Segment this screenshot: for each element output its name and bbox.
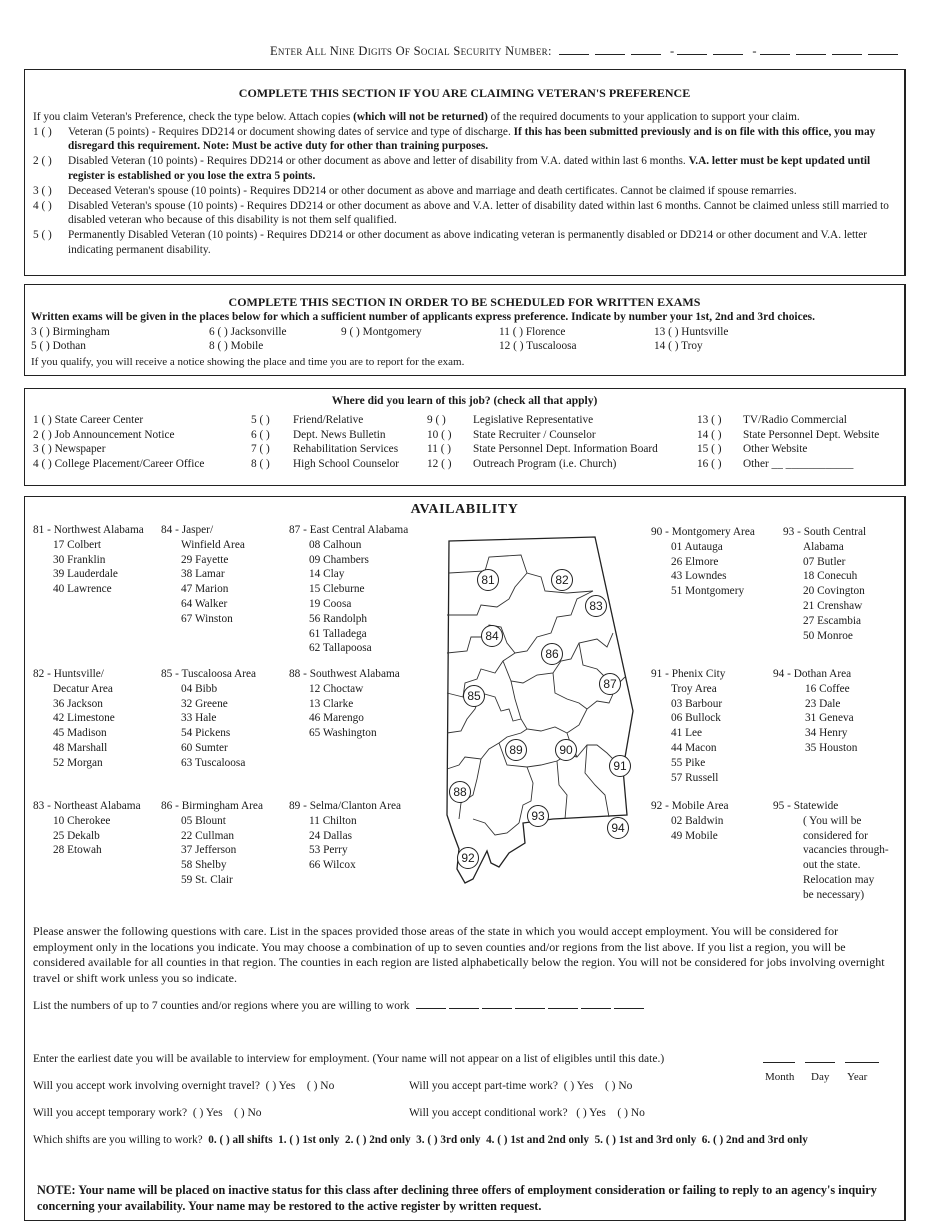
exam-place-option[interactable]: 3 ( ) Birmingham	[31, 325, 110, 338]
job-source-option[interactable]: 11 ( ) State Personnel Dept. Information Board	[427, 443, 658, 456]
region-82: 82 - Huntsville/ Decatur Area 36 Jackson 42 Limestone 45 Madison 48 Marshall 52 Morgan	[33, 668, 115, 769]
region-90: 90 - Montgomery Area 01 Autauga 26 Elmore 43 Lowndes 51 Montgomery	[651, 526, 755, 598]
region-94: 94 - Dothan Area 16 Coffee 23 Dale 31 Geneva 34 Henry 35 Houston	[773, 668, 858, 754]
exam-place-option[interactable]: 14 ( ) Troy	[654, 339, 703, 352]
exam-places	[31, 325, 898, 355]
map-region-82-label: 82	[551, 569, 573, 591]
interview-date-question: Enter the earliest date you will be available to interview for employment. (Your name will not appear on a list of eligibles until this date.)	[33, 1053, 665, 1065]
inactive-status-note: NOTE: Your name will be placed on inactive status for this class after declining three offers of employment consideration or failing to reply to an agency's inquiry concerning your availability. Your name may be restored to the active register by written request.	[37, 1183, 877, 1213]
map-region-90-label: 90	[555, 739, 577, 761]
region-91: 91 - Phenix City Troy Area 03 Barbour 06 Bullock 41 Lee 44 Macon 55 Pike 57 Russell	[651, 668, 726, 784]
exam-place-option[interactable]: 11 ( ) Florence	[499, 325, 566, 338]
exams-footer: If you qualify, you will receive a notice showing the place and time you are to report for the exam.	[31, 355, 465, 368]
temporary-work-question[interactable]: Will you accept temporary work? ( ) Yes ( ) No	[33, 1107, 262, 1119]
region-85: 85 - Tuscaloosa Area 04 Bibb 32 Greene 33 Hale 54 Pickens 60 Sumter 63 Tuscaloosa	[161, 668, 257, 769]
map-region-87-label: 87	[599, 673, 621, 695]
job-source-option[interactable]: 16 ( ) Other __ ____________	[697, 458, 854, 471]
veteran-option[interactable]: 2 ( ) Disabled Veteran (10 points) - Requires DD214 or other document as above and letter of disability from V.A. dated within last 6 months. V.A. letter must be kept updated until register is established or you lose the extra 5 points.	[33, 155, 871, 182]
veteran-option[interactable]: 5 ( ) Permanently Disabled Veteran (10 points) - Requires DD214 or other document as above indicating veteran is permanently disabled or DD214 or other document and V.A. letter indicating permanent disability.	[33, 229, 868, 256]
map-region-85-label: 85	[463, 685, 485, 707]
region-81: 81 - Northwest Alabama 17 Colbert 30 Franklin 39 Lauderdale 40 Lawrence	[33, 524, 144, 596]
shift-options[interactable]: 0. ( ) all shifts 1. ( ) 1st only 2. ( ) 2nd only 3. ( ) 3rd only 4. ( ) 1st and 2nd only 5. ( ) 1st and 3rd only 6. ( ) 2nd and 3rd only	[208, 1134, 808, 1146]
part-time-question[interactable]: Will you accept part-time work? ( ) Yes ( ) No	[409, 1080, 633, 1092]
day-label: Day	[811, 1071, 830, 1083]
written-exams-section	[24, 284, 906, 376]
job-source-col-3	[427, 413, 658, 472]
job-source-col-1	[33, 413, 204, 472]
region-86: 86 - Birmingham Area 05 Blount 22 Cullman 37 Jefferson 58 Shelby 59 St. Clair	[161, 800, 263, 886]
job-source-option[interactable]: 4 ( ) College Placement/Career Office	[33, 458, 205, 471]
job-source-section	[24, 388, 906, 486]
job-source-option[interactable]: 9 ( ) Legislative Representative	[427, 413, 594, 426]
map-region-88-label: 88	[449, 781, 471, 803]
counties-list-inputs[interactable]	[412, 1000, 643, 1012]
counties-list-question: List the numbers of up to 7 counties and/or regions where you are willing to work	[33, 999, 644, 1014]
ssn-label: Enter All Nine Digits Of Social Security Number:	[270, 44, 552, 58]
map-region-93-label: 93	[527, 805, 549, 827]
region-89: 89 - Selma/Clanton Area 11 Chilton 24 Dallas 53 Perry 66 Wilcox	[289, 800, 402, 872]
job-source-title: Where did you learn of this job? (check all that apply)	[331, 395, 598, 407]
region-83: 83 - Northeast Alabama 10 Cherokee 25 Dekalb 28 Etowah	[33, 800, 141, 857]
job-source-option[interactable]: 13 ( ) TV/Radio Commercial	[697, 413, 847, 426]
exams-title: COMPLETE THIS SECTION IN ORDER TO BE SCHEDULED FOR WRITTEN EXAMS	[228, 295, 701, 309]
shifts-question: Which shifts are you willing to work? 0. ( ) all shifts 1. ( ) 1st only 2. ( ) 2nd only 3. ( ) 3rd only 4. ( ) 1st and 2nd only 5. ( ) 1st and 3rd only 6. ( ) 2nd and 3rd only	[33, 1134, 808, 1146]
availability-section	[24, 496, 906, 1221]
conditional-work-question[interactable]: Will you accept conditional work? ( ) Yes ( ) No	[409, 1107, 645, 1119]
map-region-92-label: 92	[457, 847, 479, 869]
job-source-option[interactable]: 15 ( ) Other Website	[697, 443, 808, 456]
exam-place-option[interactable]: 12 ( ) Tuscaloosa	[499, 339, 577, 352]
veteran-section-title: COMPLETE THIS SECTION IF YOU ARE CLAIMING VETERAN'S PREFERENCE	[238, 86, 691, 100]
map-region-83-label: 83	[585, 595, 607, 617]
exam-place-option[interactable]: 5 ( ) Dothan	[31, 339, 86, 352]
job-source-col-4	[697, 413, 879, 472]
region-92: 92 - Mobile Area 02 Baldwin 49 Mobile	[651, 800, 729, 842]
exam-place-option[interactable]: 6 ( ) Jacksonville	[209, 325, 287, 338]
map-region-84-label: 84	[481, 625, 503, 647]
job-source-option[interactable]: 7 ( ) Rehabilitation Services	[251, 443, 399, 456]
month-label: Month	[765, 1071, 795, 1083]
year-label: Year	[847, 1071, 868, 1083]
exams-subtitle: Written exams will be given in the places below for which a sufficient number of applicants express preference. Indicate by number your 1st, 2nd and 3rd choices.	[31, 310, 815, 323]
map-region-86-label: 86	[541, 643, 563, 665]
job-source-col-2	[251, 413, 399, 472]
map-region-91-label: 91	[609, 755, 631, 777]
job-source-option[interactable]: 6 ( ) Dept. News Bulletin	[251, 428, 386, 441]
map-region-81-label: 81	[477, 569, 499, 591]
job-source-option[interactable]: 3 ( ) Newspaper	[33, 443, 106, 456]
region-93: 93 - South Central Alabama 07 Butler 18 Conecuh 20 Covington 21 Crenshaw 27 Escambia 50 Monroe	[783, 526, 867, 642]
job-source-option[interactable]: 1 ( ) State Career Center	[33, 413, 144, 426]
veteran-preference-section	[24, 69, 906, 276]
exam-place-option[interactable]: 13 ( ) Huntsville	[654, 325, 729, 338]
job-source-option[interactable]: 12 ( ) Outreach Program (i.e. Church)	[427, 458, 617, 471]
exam-place-option[interactable]: 9 ( ) Montgomery	[341, 325, 422, 338]
region-95: 95 - Statewide ( You will be considered for vacancies through- out the state. Relocation may be necessary)	[773, 800, 889, 901]
job-source-option[interactable]: 2 ( ) Job Announcement Notice	[33, 428, 175, 441]
ssn-field[interactable]	[270, 44, 904, 59]
veteran-option[interactable]: 1 ( ) Veteran (5 points) - Requires DD214 or document showing dates of service and type of discharge. If this has been submitted previously and is on file with this office, you may disregard this requirement. Note: Must be active duty for other than training purposes.	[33, 125, 876, 153]
ssn-input-lines[interactable]: - -	[559, 44, 904, 59]
region-84: 84 - Jasper/ Winfield Area 29 Fayette 38 Lamar 47 Marion 64 Walker 67 Winston	[161, 524, 245, 625]
veteran-option[interactable]: 4 ( ) Disabled Veteran's spouse (10 points) - Requires DD214 or other document as above and V.A. letter of disability dated within last 6 months. Cannot be claimed unless still married to disabled veteran who because of this disability is not them self qualified.	[33, 199, 889, 227]
job-source-option[interactable]: 8 ( ) High School Counselor	[251, 458, 400, 471]
map-region-94-label: 94	[607, 817, 629, 839]
interview-date-inputs[interactable]	[763, 1053, 881, 1065]
overnight-travel-question[interactable]: Will you accept work involving overnight travel? ( ) Yes ( ) No	[33, 1080, 335, 1092]
map-region-89-label: 89	[505, 739, 527, 761]
job-source-option[interactable]: 10 ( ) State Recruiter / Counselor	[427, 428, 596, 441]
availability-instructions: Please answer the following questions with care. List in the spaces provided those areas of the state in which you would accept employment. You will be considered for employment only in the locations you indicate. You may choose a combination of up to seven counties and/or regions from the list above. If you list a region, you will be considered available for all counties in that region. The counties in each region are listed alphabetically below the region. You will not be considered for jobs involving overnight travel or shift work unless you so indicate.	[33, 924, 885, 985]
job-source-option[interactable]: 14 ( ) State Personnel Dept. Website	[697, 428, 880, 441]
bottom-rule	[24, 1220, 906, 1221]
availability-title: AVAILABILITY	[410, 502, 519, 517]
veteran-intro: If you claim Veteran's Preference, check the type below. Attach copies (which will not be returned) of the required documents to your application to support your claim.	[33, 110, 800, 123]
map-region-labels	[437, 533, 653, 899]
region-88: 88 - Southwest Alabama 12 Choctaw 13 Clarke 46 Marengo 65 Washington	[289, 668, 400, 740]
job-source-option[interactable]: 5 ( ) Friend/Relative	[251, 413, 364, 426]
veteran-option[interactable]: 3 ( ) Deceased Veteran's spouse (10 points) - Requires DD214 or other document as above and marriage and death certificates. Cannot be claimed if spouse remarries.	[33, 184, 797, 197]
region-87: 87 - East Central Alabama 08 Calhoun 09 Chambers 14 Clay 15 Cleburne 19 Coosa 56 Randolph 61 Talladega 62 Tallapoosa	[289, 524, 409, 655]
exam-place-option[interactable]: 8 ( ) Mobile	[209, 339, 264, 352]
